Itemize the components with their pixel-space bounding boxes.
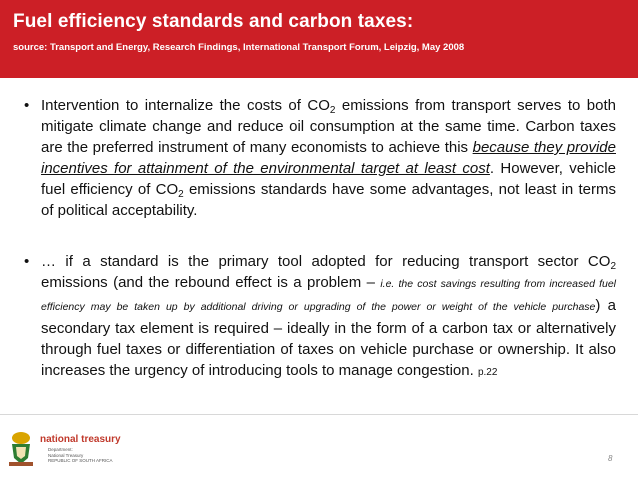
text-run: ) a secondary tax element is required – ideally in the form of a carbon tax or alternatively through fuel taxes or differentiation of taxes on vehicle purchase or ownership. It also increases the urgency of introducing tools to manage congestion. [41, 297, 616, 379]
coat-of-arms-icon [6, 430, 36, 468]
dept-line: REPUBLIC OF SOUTH AFRICA [48, 458, 113, 463]
subscript: 2 [610, 261, 616, 272]
text-run: emissions (and the rebound effect is a problem – [41, 274, 381, 291]
dept-line: Department: [48, 447, 73, 452]
subscript: 2 [178, 189, 184, 200]
bullet-item [24, 251, 616, 383]
slide-title: Fuel efficiency standards and carbon taxes: [13, 11, 414, 32]
text-run: … if a standard is the primary tool adopted for reducing transport sector CO [41, 253, 611, 270]
brand-name: national treasury [40, 434, 121, 445]
subscript: 2 [329, 105, 336, 116]
treasury-logo [6, 428, 121, 472]
bullet-item [24, 95, 616, 221]
slide-header [0, 0, 638, 78]
footer-divider [0, 414, 638, 415]
dept-line: National Treasury [48, 452, 84, 458]
text-run: emissions from transport serves to both mitigate climate change and reduce oil consumption at the same time. Carbon taxes are the preferred instrument of many economists to achieve this [41, 97, 616, 156]
bullet-marker: • [24, 253, 30, 270]
page-reference: p.22 [477, 367, 498, 378]
department-text [48, 447, 113, 464]
bullet-text [41, 251, 616, 383]
aside-text: i.e. the cost savings resulting from increased fuel efficiency may be taken up by additional driving or upgrading of the power or weight of the vehicle purchase [41, 278, 616, 313]
page-number: 8 [608, 454, 613, 463]
text-run: Intervention to internalize the costs of CO [41, 97, 330, 114]
bullet-marker: • [24, 97, 30, 114]
emphasis-text: because they provide incentives for attainment of the environmental target at least cost [41, 139, 616, 177]
bullet-text [41, 95, 616, 221]
text-run: . However, vehicle fuel efficiency of CO [41, 160, 616, 198]
slide-subtitle: source: Transport and Energy, Research Findings, International Transport Forum, Leipzig, May 2008 [13, 42, 465, 53]
text-run: emissions standards have some advantages, not least in terms of political acceptability. [41, 181, 617, 219]
